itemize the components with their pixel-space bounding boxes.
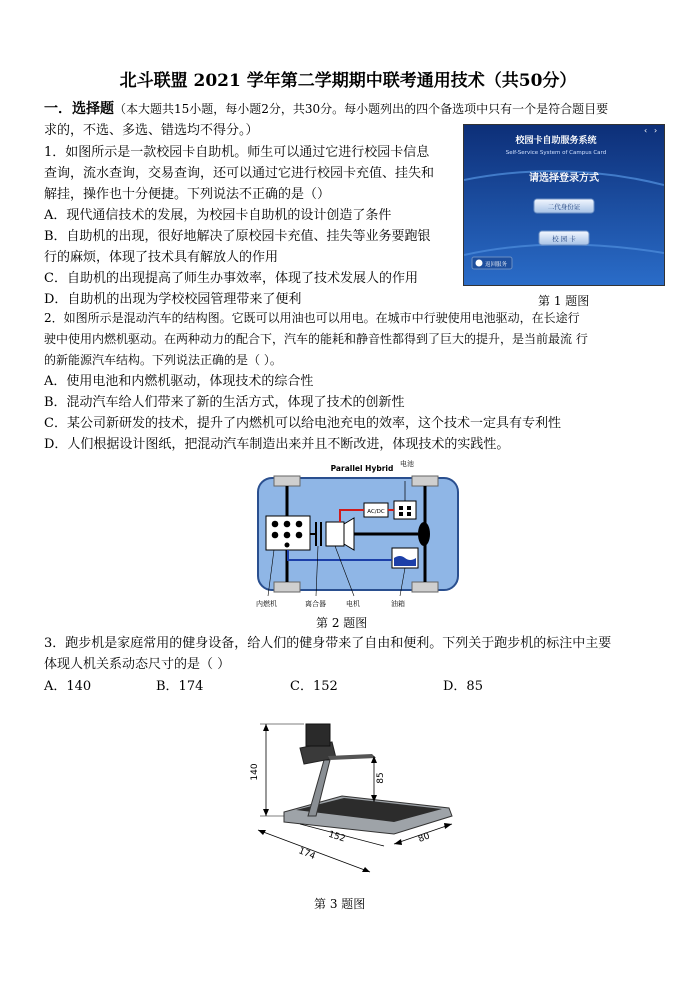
section-desc-line1: （本大题共15小题，每小题2分，共30分。每小题列出的四个备选项中只有一个是符合题目要 — [114, 102, 609, 116]
section-heading: 一．选择题 — [44, 101, 114, 117]
dim-belt-length: 152 — [326, 829, 347, 845]
q1-option-b-cont: 行的麻烦，体现了技术具有解放人的作用 — [44, 250, 279, 265]
dim-rail-height: 85 — [376, 772, 386, 784]
kiosk-title-en: Self-Service System of Campus Card — [505, 150, 607, 156]
q1-option-b: B．自助机的出现，很好地解决了原校园卡充值、挂失等业务要跑银 — [44, 229, 431, 244]
kiosk-prompt: 请选择登录方式 — [529, 173, 599, 184]
q2-line: 的新能源汽车结构。下列说法正确的是（ ）。 — [44, 353, 282, 367]
back-label: 返回服务 — [484, 262, 508, 268]
section-header — [44, 99, 608, 120]
wheel — [274, 582, 300, 592]
q3-option-b: B．174 — [156, 679, 204, 694]
q1-option-c: C．自助机的出现提高了师生办事效率，体现了技术发展人的作用 — [44, 271, 418, 286]
wheel — [412, 582, 438, 592]
wheel — [412, 476, 438, 486]
chevron-right-icon: › — [654, 126, 658, 135]
dim-width: 80 — [417, 831, 432, 845]
campus-card-login-button[interactable] — [539, 231, 589, 245]
hybrid-diagram — [250, 456, 465, 612]
battery — [394, 501, 416, 519]
question-1 — [44, 142, 434, 310]
fuel-tank-label: 油箱 — [391, 600, 405, 608]
q2-option-d: D．人们根据设计图纸，把混动汽车制造出来并且不断改进，体现技术的实践性。 — [44, 437, 510, 452]
q1-line: 解挂，操作也十分便捷。下列说法不正确的是（） — [44, 187, 331, 202]
q3-option-d: D．85 — [443, 679, 483, 694]
q1-line: 查询，流水查询，交易查询，还可以通过它进行校园卡充值、挂失和 — [44, 166, 435, 181]
id-card-login-button[interactable] — [534, 199, 594, 213]
q1-caption: 第 1 题图 — [538, 294, 590, 308]
dim-height: 140 — [250, 763, 260, 781]
differential — [418, 522, 430, 546]
engine-label: 内燃机 — [256, 600, 277, 608]
motor-label: 电机 — [346, 600, 360, 608]
wheel — [274, 476, 300, 486]
q1-line: 1．如图所示是一款校园卡自助机。师生可以通过它进行校园卡信息 — [44, 145, 430, 160]
diagram-title: Parallel Hybrid — [330, 464, 394, 473]
q3-line: 3．跑步机是家庭常用的健身设备，给人们的健身带来了自由和便利。下列关于跑步机的标注中主要 — [44, 636, 612, 651]
question-2 — [44, 308, 588, 455]
q2-line: 驶中使用内燃机驱动。在两种动力的配合下，汽车的能耗和静音性都得到了巨大的提升，是当前最流 行 — [44, 332, 588, 346]
q3-caption: 第 3 题图 — [314, 897, 366, 911]
q3-option-a: A．140 — [44, 679, 92, 694]
clutch-label: 离合器 — [305, 600, 326, 608]
q2-option-a: A．使用电池和内燃机驱动，体现技术的综合性 — [44, 374, 314, 389]
q1-option-a: A．现代通信技术的发展，为校园卡自助机的设计创造了条件 — [44, 208, 392, 223]
q2-option-b: B．混动汽车给人们带来了新的生活方式，体现了技术的创新性 — [44, 395, 405, 410]
dim-length: 174 — [296, 846, 317, 863]
treadmill-figure — [244, 712, 459, 887]
back-button[interactable] — [472, 257, 512, 269]
console-screen — [306, 724, 330, 746]
acdc-label: AC/DC — [367, 509, 385, 515]
page-title: 北斗联盟 2021 学年第二学期期中联考通用技术（共50分） — [119, 71, 577, 91]
id-card-login-label: 二代身份证 — [547, 203, 581, 211]
q2-caption: 第 2 题图 — [316, 616, 368, 630]
q1-option-d: D．自助机的出现为学校校园管理带来了便利 — [44, 292, 302, 307]
q2-line: 2．如图所示是混动汽车的结构图。它既可以用油也可以用电。在城市中行驶使用电池驱动，在长途行 — [44, 311, 580, 325]
q3-option-c: C．152 — [290, 679, 338, 694]
chevron-left-icon: ‹ — [644, 126, 648, 135]
question-3 — [44, 633, 611, 675]
section-desc-line2: 求的，不选、多选、错选均不得分。） — [44, 123, 259, 138]
motor — [326, 522, 344, 546]
kiosk-screen-figure — [463, 124, 665, 286]
battery-label: 电池 — [400, 460, 414, 468]
campus-card-login-label: 校 园 卡 — [552, 235, 576, 243]
q3-line: 体现人机关系动态尺寸的是（ ） — [44, 657, 231, 672]
kiosk-title-cn: 校园卡自助服务系统 — [515, 136, 597, 146]
home-icon — [476, 260, 483, 267]
q2-option-c: C．某公司新研发的技术，提升了内燃机可以给电池充电的效率，这个技术一定具有专利性 — [44, 416, 561, 431]
